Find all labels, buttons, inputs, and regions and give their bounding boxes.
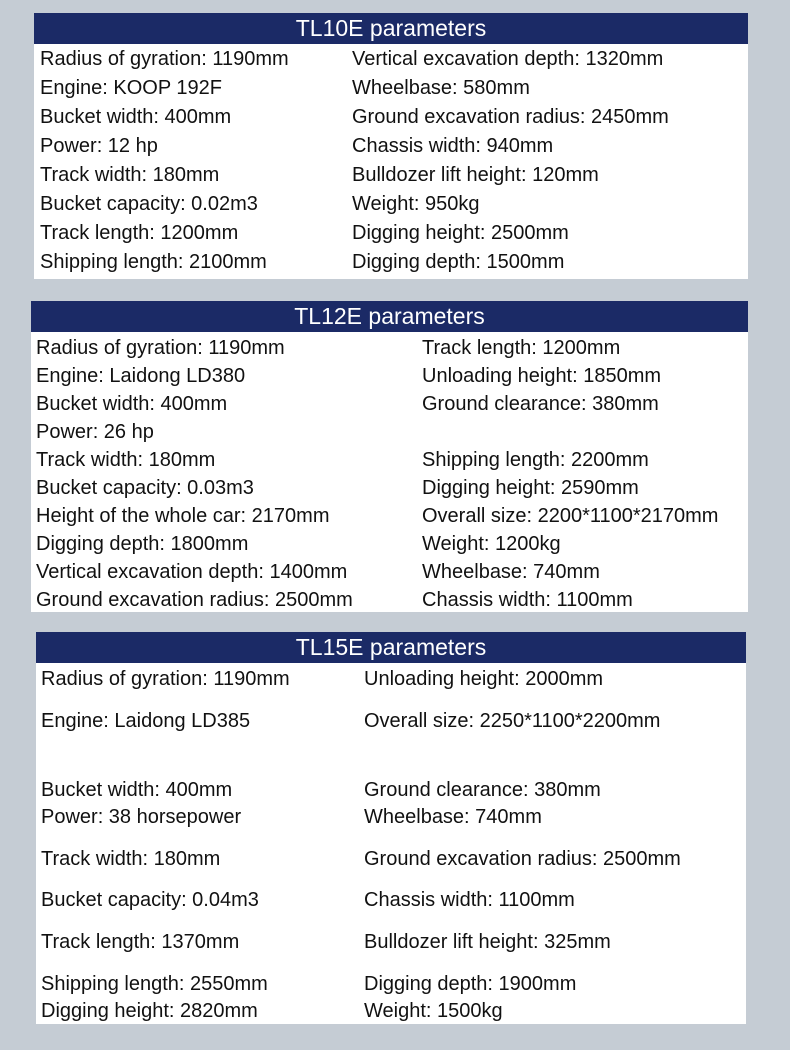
parameter-item: Overall size: 2250*1100*2200mm (364, 710, 661, 732)
parameter-item: Digging height: 2590mm (422, 477, 639, 499)
parameter-item: Shipping length: 2100mm (40, 251, 267, 273)
parameter-item: Digging height: 2500mm (352, 222, 569, 244)
parameter-item: Digging depth: 1800mm (36, 533, 249, 555)
parameter-item: Vertical excavation depth: 1400mm (36, 561, 348, 583)
parameter-item: Power: 12 hp (40, 135, 158, 157)
parameter-item: Engine: Laidong LD385 (41, 710, 251, 732)
parameter-item: Bucket capacity: 0.03m3 (36, 477, 254, 499)
parameter-item: Bucket capacity: 0.02m3 (40, 193, 258, 215)
panel-title: TL10E parameters (34, 13, 748, 44)
parameter-item: Engine: KOOP 192F (40, 77, 222, 99)
parameter-item: Digging depth: 1900mm (364, 973, 577, 995)
parameter-item: Bulldozer lift height: 325mm (364, 931, 611, 953)
parameter-item: Track width: 180mm (41, 848, 221, 870)
parameter-item: Wheelbase: 580mm (352, 77, 530, 99)
parameter-item: Wheelbase: 740mm (422, 561, 600, 583)
parameter-item: Vertical excavation depth: 1320mm (352, 48, 664, 70)
parameter-item: Wheelbase: 740mm (364, 806, 542, 828)
parameter-item: Ground excavation radius: 2450mm (352, 106, 669, 128)
tl10e-parameters-panel (34, 13, 748, 279)
parameter-item: Digging height: 2820mm (41, 1000, 258, 1022)
parameter-item: Weight: 1500kg (364, 1000, 503, 1022)
panel-title: TL15E parameters (36, 632, 746, 663)
parameter-item: Height of the whole car: 2170mm (36, 505, 330, 527)
parameter-item: Radius of gyration: 1190mm (41, 668, 290, 690)
parameter-item: Unloading height: 2000mm (364, 668, 604, 690)
parameter-item: Bucket width: 400mm (41, 779, 233, 801)
parameter-item: Track length: 1200mm (422, 337, 621, 359)
parameter-item: Engine: Laidong LD380 (36, 365, 246, 387)
parameter-item: Radius of gyration: 1190mm (36, 337, 285, 359)
parameter-item: Ground excavation radius: 2500mm (36, 589, 353, 611)
parameter-item: Unloading height: 1850mm (422, 365, 662, 387)
parameter-item: Shipping length: 2550mm (41, 973, 268, 995)
tl12e-parameters-panel (31, 301, 748, 612)
panel-title: TL12E parameters (31, 301, 748, 332)
parameter-item: Overall size: 2200*1100*2170mm (422, 505, 719, 527)
parameter-item: Bucket capacity: 0.04m3 (41, 889, 259, 911)
parameter-item: Track width: 180mm (36, 449, 216, 471)
parameter-item: Ground clearance: 380mm (422, 393, 659, 415)
parameter-item: Ground excavation radius: 2500mm (364, 848, 681, 870)
parameter-item: Bucket width: 400mm (40, 106, 232, 128)
parameter-item: Shipping length: 2200mm (422, 449, 649, 471)
parameter-item: Chassis width: 940mm (352, 135, 554, 157)
parameter-item: Radius of gyration: 1190mm (40, 48, 289, 70)
parameter-item: Chassis width: 1100mm (364, 889, 575, 911)
parameter-item: Power: 26 hp (36, 421, 154, 443)
parameter-item: Track length: 1370mm (41, 931, 240, 953)
parameter-item: Weight: 950kg (352, 193, 480, 215)
parameter-item: Chassis width: 1100mm (422, 589, 633, 611)
parameter-item: Power: 38 horsepower (41, 806, 242, 828)
parameter-item: Bucket width: 400mm (36, 393, 228, 415)
parameter-item: Digging depth: 1500mm (352, 251, 565, 273)
parameter-item: Track length: 1200mm (40, 222, 239, 244)
parameter-item: Bulldozer lift height: 120mm (352, 164, 599, 186)
parameter-item: Track width: 180mm (40, 164, 220, 186)
parameter-item: Weight: 1200kg (422, 533, 561, 555)
tl15e-parameters-panel (36, 632, 746, 1024)
parameter-item: Ground clearance: 380mm (364, 779, 601, 801)
